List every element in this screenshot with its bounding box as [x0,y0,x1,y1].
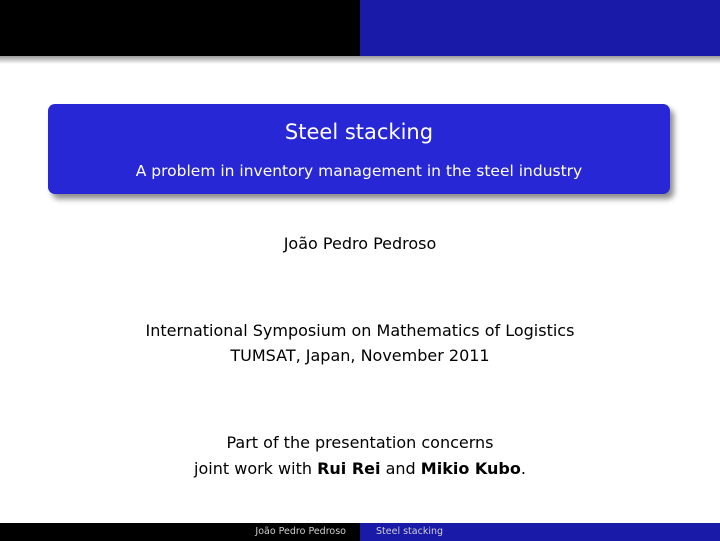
note-line-2 [0,456,720,482]
header-shadow [0,56,720,64]
footer-title: Steel stacking [376,526,444,537]
collaborator-mikio-kubo: Mikio Kubo [420,459,521,478]
institute-block [0,318,720,368]
note-line-1: Part of the presentation concerns [226,433,494,452]
slide-subtitle: A problem in inventory management in the steel industry [135,162,583,180]
institute-line-2: TUMSAT, Japan, November 2011 [230,346,490,365]
footer-author: João Pedro Pedroso [255,526,346,537]
header-right-panel [360,0,720,56]
collaboration-note [0,430,720,482]
note-connector: and [385,459,416,478]
note-end: . [520,459,526,478]
slide-title: Steel stacking [284,120,434,144]
author-name: João Pedro Pedroso [283,234,437,253]
institute-line-1: International Symposium on Mathematics of Logistics [145,321,575,340]
footer-right-panel [360,523,720,541]
footer-left-panel [0,523,360,541]
collaborator-rui-rei: Rui Rei [317,459,381,478]
note-prefix: joint work with [194,459,312,478]
title-block [48,104,670,194]
header-bar [0,0,720,56]
header-left-panel [0,0,360,56]
